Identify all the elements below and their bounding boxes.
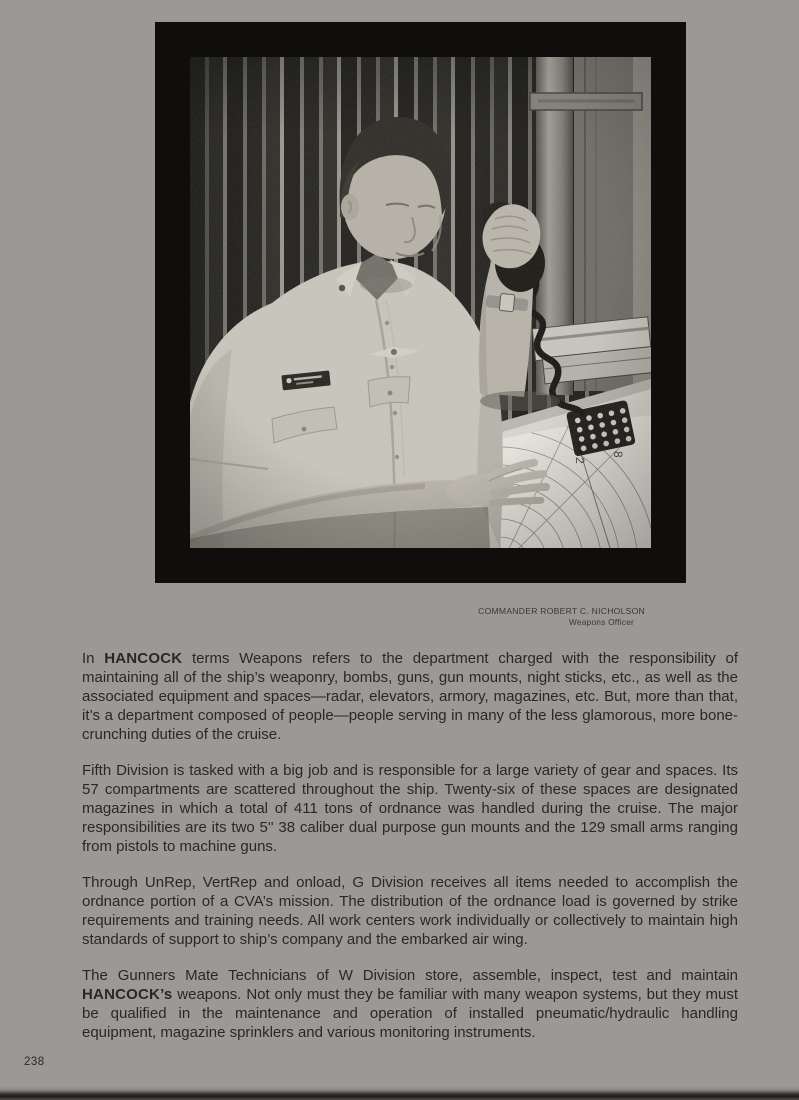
ship-name-bold: HANCOCK — [104, 650, 183, 667]
paragraph-text: Fifth Division is tasked with a big job and is responsible for a large variety of gear and spaces. Its 57 compartments are scattered throughout the ship. Twenty-six of these spaces are designated magazines in which a total of 411 tons of ordnance was handled during the cruise. The major responsibilities are its two 5'' 38 caliber dual purpose gun mounts and the 129 small arms ranging from pistols to machine guns. — [82, 762, 738, 855]
photo-caption — [345, 606, 645, 627]
body-text-column — [82, 649, 738, 1059]
book-edge-shadow — [0, 1086, 799, 1100]
paragraph-text: weapons. Not only must they be familiar with many weapon systems, but they must be qualified in the maintenance and operation of installed pneumatic/hydraulic handling equipment, magazine sprinklers and various monitoring instruments. — [82, 986, 738, 1041]
caption-title: Weapons Officer — [568, 617, 634, 627]
caption-name: COMMANDER ROBERT C. NICHOLSON — [478, 606, 645, 616]
commander-photo-art — [190, 57, 651, 548]
paragraph-1 — [82, 649, 738, 744]
paragraph-text: Through UnRep, VertRep and onload, G Division receives all items needed to accomplish the ordnance portion of a CVA’s mission. The distribution of the ordnance load is governed by strike requirements and training needs. All work centers work individually or collectively to maintain high standards of support to ship’s company and the embarked air wing. — [82, 874, 738, 948]
commander-photo — [190, 57, 651, 548]
paragraph-3 — [82, 873, 738, 949]
paragraph-text: terms Weapons refers to the department charged with the responsibility of maintaining all of the ship’s weaponry, bombs, guns, gun mounts, night sticks, etc., as well as the associated equipment and spaces—radar, elevators, armory, magazines, etc. But, more than that, it’s a department composed of people—people serving in many of the less glamorous, more bone-crunching duties of the cruise. — [82, 650, 738, 743]
page-number: 238 — [24, 1056, 45, 1068]
paragraph-4 — [82, 966, 738, 1042]
paragraph-text: The Gunners Mate Technicians of W Division store, assemble, inspect, test and maintain — [82, 967, 738, 984]
ship-name-bold: HANCOCK’s — [82, 986, 173, 1003]
photo-frame — [155, 22, 686, 583]
paragraph-text: In — [82, 650, 105, 667]
film-grain-overlay — [190, 57, 651, 548]
paragraph-2 — [82, 761, 738, 856]
